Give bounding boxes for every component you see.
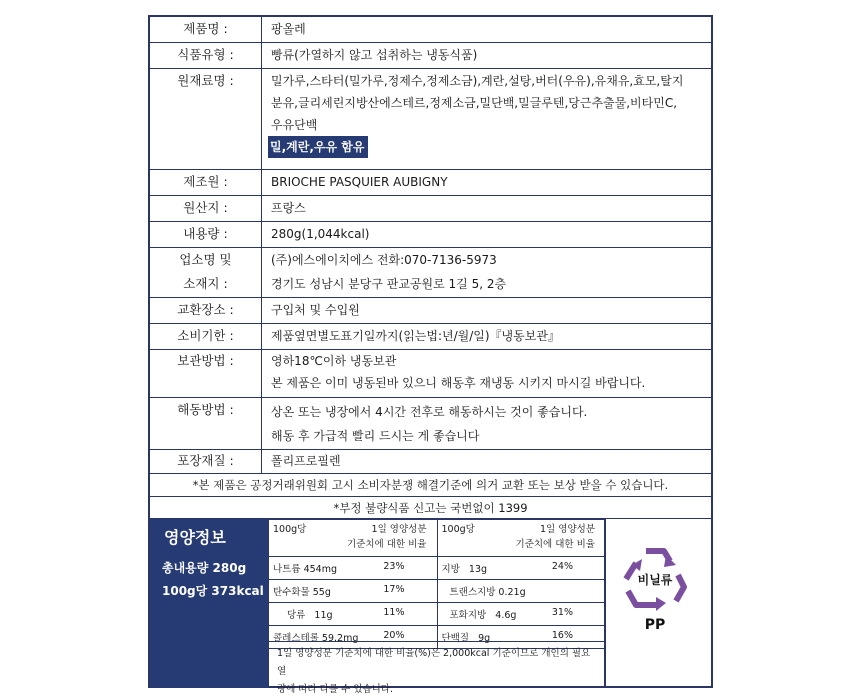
- notice-report: *부정 불량식품 신고는 국번없이 1399: [150, 497, 711, 519]
- company-line-2: 경기도 성남시 분당구 판교공원로 1길 5, 2층: [271, 277, 507, 291]
- label-ingredients: 원재료명 :: [177, 73, 234, 88]
- row-net-content: [150, 222, 711, 248]
- row-ingredients: [150, 69, 711, 170]
- nt-name: 지방: [441, 564, 460, 575]
- label-company-2: 소재지 :: [183, 276, 228, 291]
- nt-name: 포화지방: [449, 610, 487, 621]
- label-exchange: 교환장소 :: [177, 302, 234, 317]
- nt-pct: 16%: [551, 630, 573, 641]
- nt-pct: 17%: [383, 584, 405, 595]
- ingredients-line-3: 우유단백: [271, 118, 318, 132]
- allergen-badge: 밀,계란,우유 함유: [268, 136, 368, 158]
- label-food-type: 식품유형 :: [177, 47, 234, 62]
- row-origin: [150, 196, 711, 222]
- nutrition-note: [268, 641, 606, 695]
- label-expiry: 소비기한 :: [177, 328, 234, 343]
- nt-amount: 0.21g: [498, 587, 526, 598]
- value-company: [271, 248, 707, 296]
- value-manufacturer: BRIOCHE PASQUIER AUBIGNY: [271, 175, 448, 189]
- nt-header-c-2: 기준치에 대한 비율: [515, 539, 595, 550]
- value-exchange: 구입처 및 수입원: [271, 303, 360, 317]
- nt-name: 트랜스지방: [449, 587, 496, 598]
- nt-name: 단백질: [441, 633, 470, 644]
- nutrition-section: [150, 519, 711, 695]
- table-row: [269, 557, 606, 580]
- nt-pct: 31%: [551, 607, 573, 618]
- value-net-content: 280g(1,044kcal): [271, 227, 370, 241]
- nt-amount: 13g: [468, 564, 488, 575]
- nt-name: 당류: [287, 610, 306, 621]
- nt-header-a-2: 100g당: [441, 524, 475, 535]
- nt-amount: 454mg: [303, 564, 337, 575]
- nutrition-header: [150, 519, 268, 688]
- recycle-mark-text: 비닐류: [637, 573, 673, 587]
- row-storage: [150, 350, 711, 398]
- label-net-content: 내용량 :: [183, 226, 228, 241]
- nt-amount: 11g: [314, 610, 333, 621]
- row-thaw: [150, 398, 711, 450]
- nt-pct: 20%: [383, 630, 405, 641]
- nutrition-note-line-2: 량에 따라 다를 수 있습니다.: [277, 684, 394, 695]
- recycle-mark: [620, 541, 690, 651]
- nutrition-total: 총내용량 280g: [162, 561, 247, 575]
- nt-amount: 59.2mg: [321, 633, 359, 644]
- value-storage: [271, 350, 707, 394]
- nt-name: 콜레스테롤: [273, 633, 319, 644]
- value-product-name: 팡올레: [271, 22, 306, 36]
- nutrition-note-line-1: 1일 영양성분 기준치에 대한 비율(%)은 2,000kcal 기준이므로 개인의 필요 열: [277, 648, 591, 677]
- nt-name: 탄수화물: [273, 587, 310, 598]
- row-food-type: [150, 43, 711, 69]
- nutrition-per100: 100g당 373kcal: [162, 584, 264, 598]
- row-expiry: [150, 324, 711, 350]
- nt-header-c-1: 기준치에 대한 비율: [347, 539, 427, 550]
- nutrition-table: [268, 519, 606, 649]
- product-label-sheet: [148, 15, 713, 695]
- label-thaw: 해동방법 :: [177, 402, 234, 417]
- label-packaging: 포장재질 :: [177, 453, 234, 468]
- table-row: [269, 603, 606, 626]
- storage-line-1: 영하18℃이하 냉동보관: [271, 354, 397, 368]
- storage-line-2: 본 제품은 이미 냉동된바 있으니 해동후 재냉동 시키지 마시길 바랍니다.: [271, 376, 646, 390]
- notice-consumer: *본 제품은 공정거래위원회 고시 소비자분쟁 해결기준에 의거 교환 또는 보상 받을 수 있습니다.: [150, 474, 711, 497]
- nt-pct: 24%: [551, 561, 573, 572]
- nt-header-b-1: 1일 영양성분: [371, 524, 427, 535]
- row-exchange: [150, 298, 711, 324]
- row-packaging: [150, 450, 711, 474]
- value-origin: 프랑스: [271, 201, 306, 215]
- value-packaging: 폴리프로필렌: [271, 454, 341, 468]
- row-company: [150, 248, 711, 298]
- nt-header-a-1: 100g당: [273, 524, 307, 535]
- thaw-line-1: 상온 또는 냉장에서 4시간 전후로 해동하시는 것이 좋습니다.: [271, 405, 588, 419]
- nt-amount: 55g: [312, 587, 331, 598]
- value-expiry: 제품옆면별도표기일까지(읽는법:년/월/일)『냉동보관』: [271, 329, 560, 343]
- label-storage: 보관방법 :: [177, 353, 234, 368]
- thaw-line-2: 해동 후 가급적 빨리 드시는 게 좋습니다: [271, 429, 480, 443]
- nutrition-box: [150, 519, 606, 695]
- nt-pct: 11%: [383, 607, 405, 618]
- ingredients-line-1: 밀가루,스타터(밀가루,정제수,정제소금),계란,설탕,버터(우유),유채유,효모,탈지: [271, 74, 684, 88]
- label-product-name: 제품명 :: [183, 21, 228, 36]
- recycle-triangle-icon: [620, 541, 690, 613]
- recycle-material: PP: [644, 617, 666, 633]
- ingredients-line-2: 분유,글리세린지방산에스테르,정제소금,밀단백,밀글루텐,당근추출물,비타민C,: [271, 96, 678, 110]
- company-line-1: (주)에스에이치에스 전화:070-7136-5973: [271, 253, 497, 267]
- nt-amount: 9g: [478, 633, 491, 644]
- value-ingredients: [271, 70, 707, 158]
- nt-header-b-2: 1일 영양성분: [540, 524, 595, 535]
- value-food-type: 빵류(가열하지 않고 섭취하는 냉동식품): [271, 48, 478, 62]
- label-manufacturer: 제조원 :: [183, 174, 228, 189]
- nt-pct: 23%: [383, 561, 405, 572]
- value-thaw: [271, 400, 707, 448]
- nt-name: 나트륨: [273, 564, 301, 575]
- nutrition-title: 영양정보: [164, 528, 226, 547]
- label-origin: 원산지 :: [183, 200, 228, 215]
- row-manufacturer: [150, 170, 711, 196]
- table-row: [269, 580, 606, 603]
- nutrition-header-row: [269, 520, 606, 557]
- row-product-name: [150, 17, 711, 43]
- nt-amount: 4.6g: [495, 610, 517, 621]
- label-company-1: 업소명 및: [179, 252, 232, 267]
